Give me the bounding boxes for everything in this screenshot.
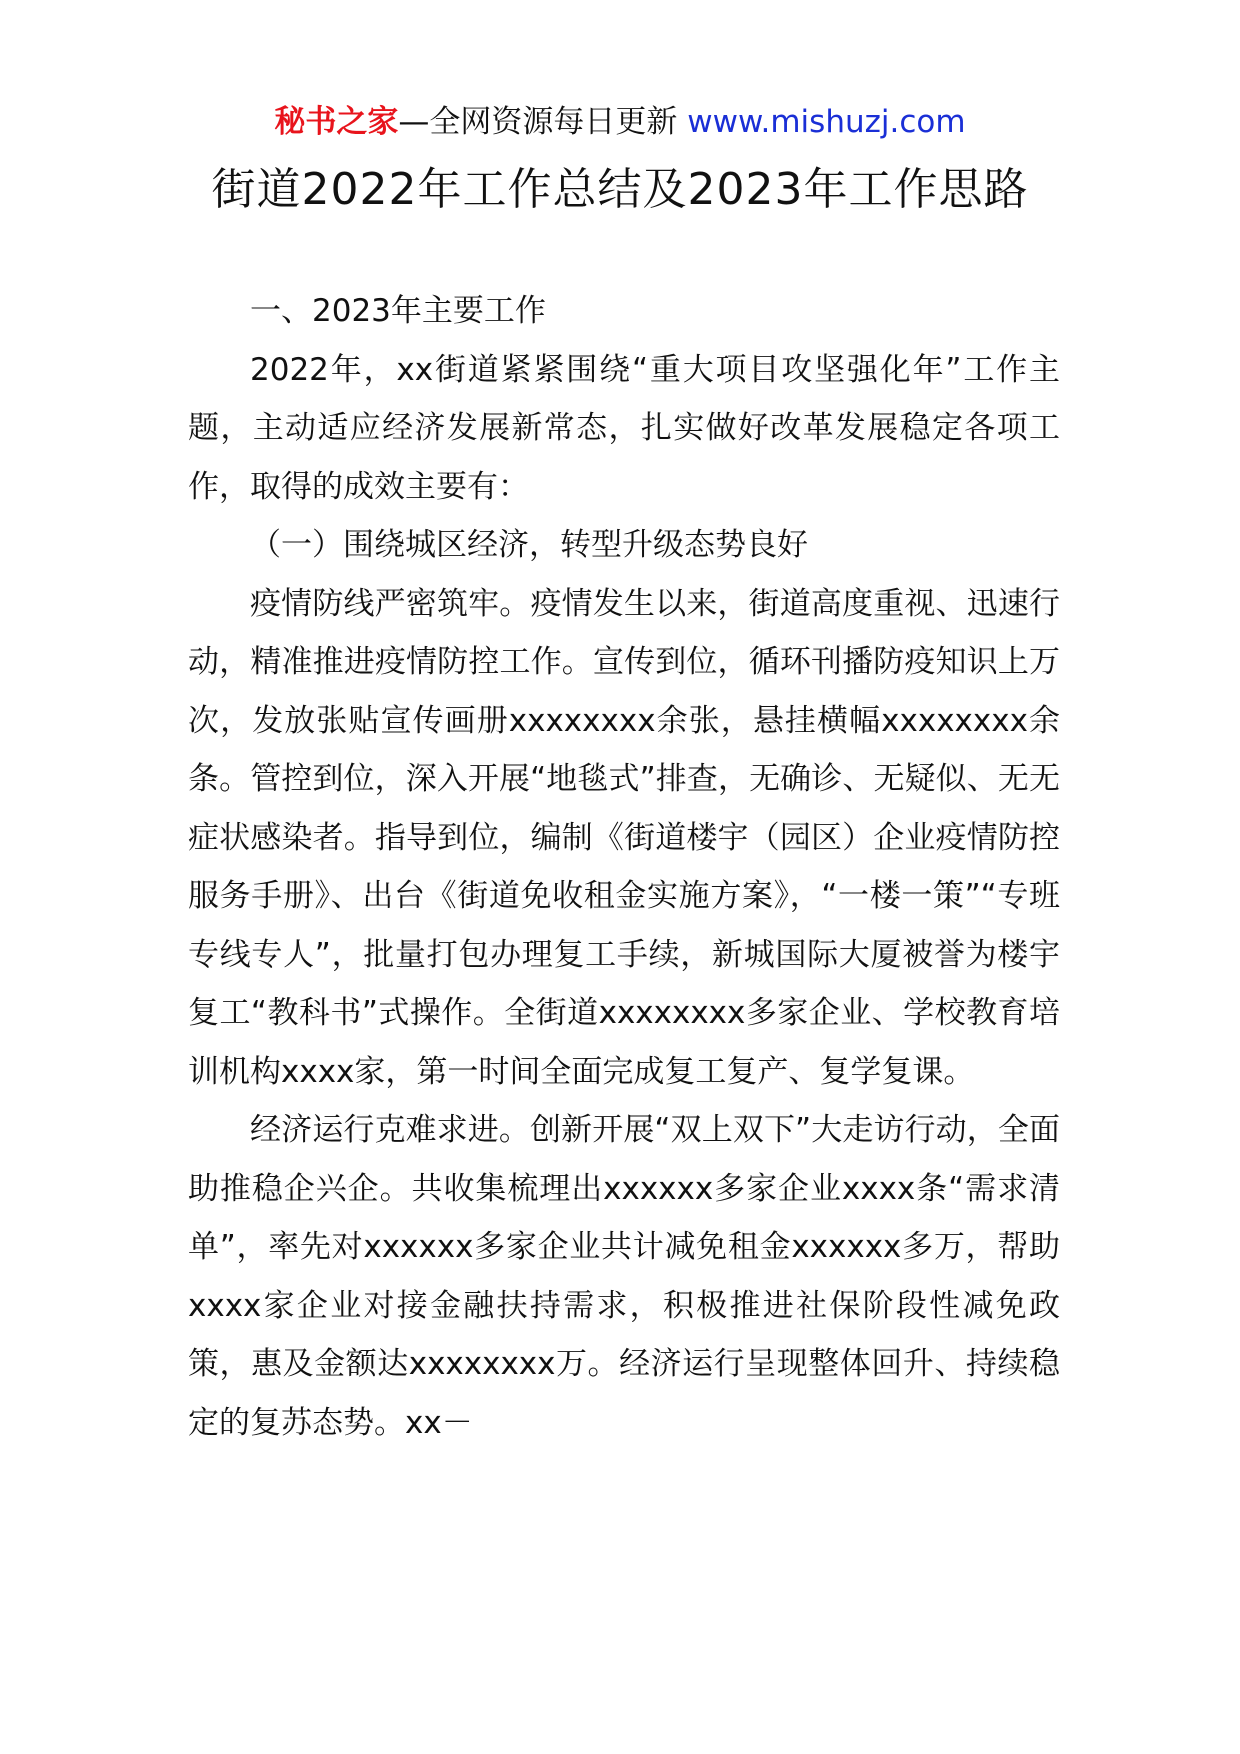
paragraph-economy: 经济运行克难求进。创新开展“双上双下”大走访行动，全面助推稳企兴企。共收集梳理出xxxxxx多家企业xxxx条“需求清单”，率先对xxxxxx多家企业共计减免租金xxxxxx多万，帮助xxxx家企业对接金融扶持需求，积极推进社保阶段性减免政策，惠及金额达xxxxxxxx万。经济运行呈现整体回升、持续稳定的复苏态势。xx－ (188, 1112, 1060, 1441)
site-brand: 秘书之家 (274, 104, 399, 140)
site-header (0, 100, 1240, 144)
site-tagline: —全网资源每日更新 (398, 104, 688, 140)
paragraph-intro: 2022年，xx街道紧紧围绕“重大项目攻坚强化年”工作主题，主动适应经济发展新常态，扎实做好改革发展稳定各项工作，取得的成效主要有： (188, 351, 1060, 505)
subsection-heading: （一）围绕城区经济，转型升级态势良好 (250, 527, 808, 563)
paragraph-epidemic: 疫情防线严密筑牢。疫情发生以来，街道高度重视、迅速行动，精准推进疫情防控工作。宣传到位，循环刊播防疫知识上万次，发放张贴宣传画册xxxxxxxx余张，悬挂横幅xxxxxxxx余条。管控到位，深入开展“地毯式”排查，无确诊、无疑似、无无症状感染者。指导到位，编制《街道楼宇（园区）企业疫情防控服务手册》、出台《街道免收租金实施方案》，“一楼一策”“专班专线专人”，批量打包办理复工手续，新城国际大厦被誉为楼宇复工“教科书”式操作。全街道xxxxxxxx多家企业、学校教育培训机构xxxx家，第一时间全面完成复工复产、复学复课。 (188, 585, 1060, 1090)
site-url-link[interactable]: www.mishuzj.com (687, 104, 966, 140)
document-body (188, 282, 1060, 1452)
document-title: 街道2022年工作总结及2023年工作思路 (211, 164, 1029, 215)
section-heading: 一、2023年主要工作 (250, 293, 546, 329)
